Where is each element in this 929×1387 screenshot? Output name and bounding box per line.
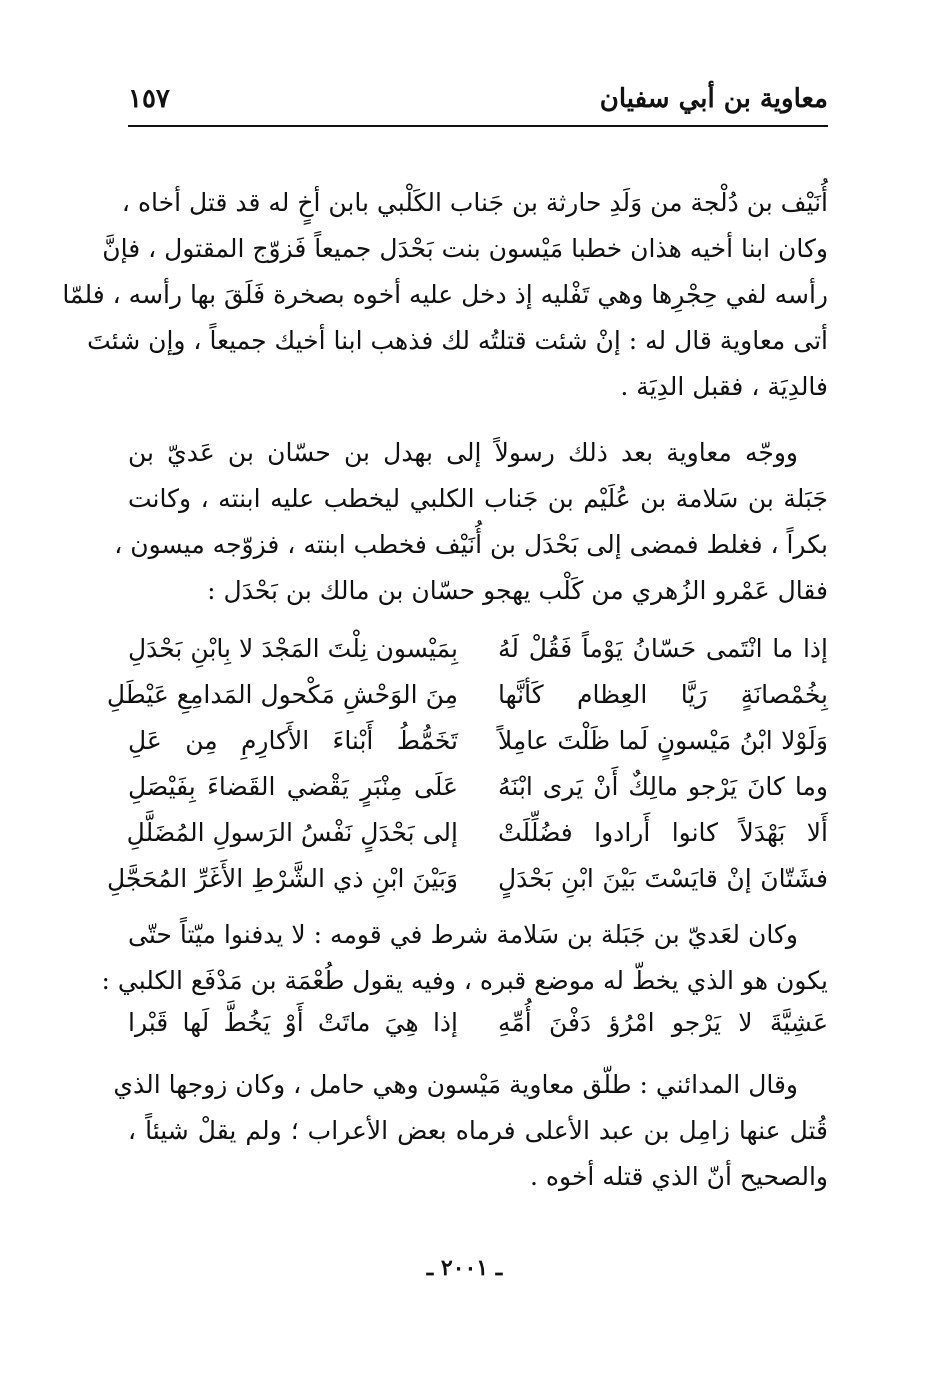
running-title: معاوية بن أبي سفيان: [599, 84, 828, 114]
verse-first-hemistich: إذا ما انْتَمى حَسّانُ يَوْماً فَقُلْ لَهُ: [498, 634, 828, 663]
text-line: أتى معاوية قال له : إنْ شئت قتلتُه لك فذهب ابنا أخيك جميعاً ، وإن شئتَ: [87, 326, 828, 355]
verse-first-hemistich: أَلا بَهْدَلاً كانوا أَرادوا فضُلِّلَتْ: [498, 818, 828, 847]
poem-verse: [106, 672, 828, 718]
verse-second-hemistich: تَخَمُّطُ أَبْناءَ الأَكارِمِ مِن عَلِ: [128, 726, 458, 755]
poem-verse: [128, 764, 828, 810]
poem-verse: [106, 856, 828, 902]
text-line: ووجّه معاوية بعد ذلك رسولاً إلى بهدل بن حسّان بن عَديّ بن: [128, 438, 798, 467]
text-line: يكون هو الذي يخطّ له موضع قبره ، وفيه يقول طُعْمَة بن مَدْفَع الكلبي :: [101, 966, 828, 995]
page-number: ١٥٧: [128, 84, 170, 114]
text-line: جَبَلة بن سَلامة بن عُلَيْم بن جَناب الكلبي ليخطب عليه ابنته ، وكانت: [128, 484, 828, 513]
text-line: بكراً ، فغلط فمضى إلى بَحْدَل بن أُنَيْف فخطب ابنته ، فزوّجه ميسون ،: [114, 530, 828, 559]
text-line: والصحيح أنّ الذي قتله أخوه .: [530, 1162, 828, 1191]
poem-verse: [128, 626, 828, 672]
poem-verse: [128, 718, 828, 764]
footer-page-number: ـ ٢٠٠١ ـ: [426, 1255, 503, 1281]
verse-first-hemistich: عَشِيَّةَ لا يَرْجو امْرُؤ دَفْنَ أُمِّهِ: [498, 1008, 828, 1037]
text-line: وكان لعَديّ بن جَبَلة بن سَلامة شرط في قومه : لا يدفنوا ميّتاً حتّى: [128, 920, 798, 949]
verse-first-hemistich: وما كانَ يَرْجو مالِكٌ أَنْ يَرى ابْنَهُ: [498, 772, 828, 801]
verse-first-hemistich: فشَتّانَ إنْ قايَسْتَ بَيْنَ ابْنِ بَحْدَلٍ: [498, 864, 828, 893]
verse-second-hemistich: مِنَ الوَحْشِ مَكْحول المَدامِعِ عَيْطَلِ: [106, 680, 458, 709]
text-line: فقال عَمْرو الزُهري من كَلْب يهجو حسّان بن مالك بن بَحْدَل :: [207, 576, 828, 605]
verse-second-hemistich: بِمَيْسون نِلْتَ المَجْدَ لا بِابْنِ بَحْدَلِ: [128, 634, 458, 663]
text-line: أُنَيْف بن دُلْجة من وَلَدِ حارثة بن جَناب الكَلْبي بابن أخٍ له قد قتل أخاه ،: [121, 188, 828, 217]
verse-second-hemistich: عَلَى مِنْبَرٍ يَقْضي القَضاءَ بِفَيْصَلِ: [128, 772, 458, 801]
poem-verse: [128, 810, 828, 856]
page-header: [128, 82, 828, 122]
verse-second-hemistich: إلى بَحْدَلٍ نَفْسُ الرَسولِ المُضَلَّلِ: [126, 818, 458, 847]
text-line: وقال المدائني : طلّق معاوية مَيْسون وهي حامل ، وكان زوجها الذي: [113, 1070, 798, 1099]
verse-second-hemistich: إذا هِيَ ماتَتْ أَوْ يَخُطَّ لَها قَبْرا: [128, 1008, 458, 1037]
verse-second-hemistich: وَبَيْنَ ابْنِ ذي الشَّرْطِ الأَغَرِّ المُحَجَّلِ: [106, 864, 458, 893]
text-line: فالدِيَة ، فقبل الدِيَة .: [620, 372, 828, 401]
text-line: وكان ابنا أخيه هذان خطبا مَيْسون بنت بَحْدَل جميعاً فَزوّج المقتول ، فإنَّ: [102, 234, 828, 263]
text-line: قُتل عنها زامِل بن عبد الأعلى فرماه بعض الأعراب ؛ ولم يقلْ شيئاً ،: [128, 1116, 828, 1145]
verse-first-hemistich: بِخُمْصانَةٍ رَيَّا العِظام كَأنَّها: [498, 680, 828, 709]
header-rule: [128, 125, 828, 127]
text-line: رأسه لفي حِجْرِها وهي تَفْليه إذ دخل عليه أخوه بصخرة فَلَقَ بها رأسه ، فلمّا: [62, 280, 828, 309]
couplet-verse: [128, 1000, 828, 1046]
verse-first-hemistich: وَلَوْلا ابْنُ مَيْسونٍ لَما ظَلْتَ عامِلاً: [498, 726, 828, 755]
